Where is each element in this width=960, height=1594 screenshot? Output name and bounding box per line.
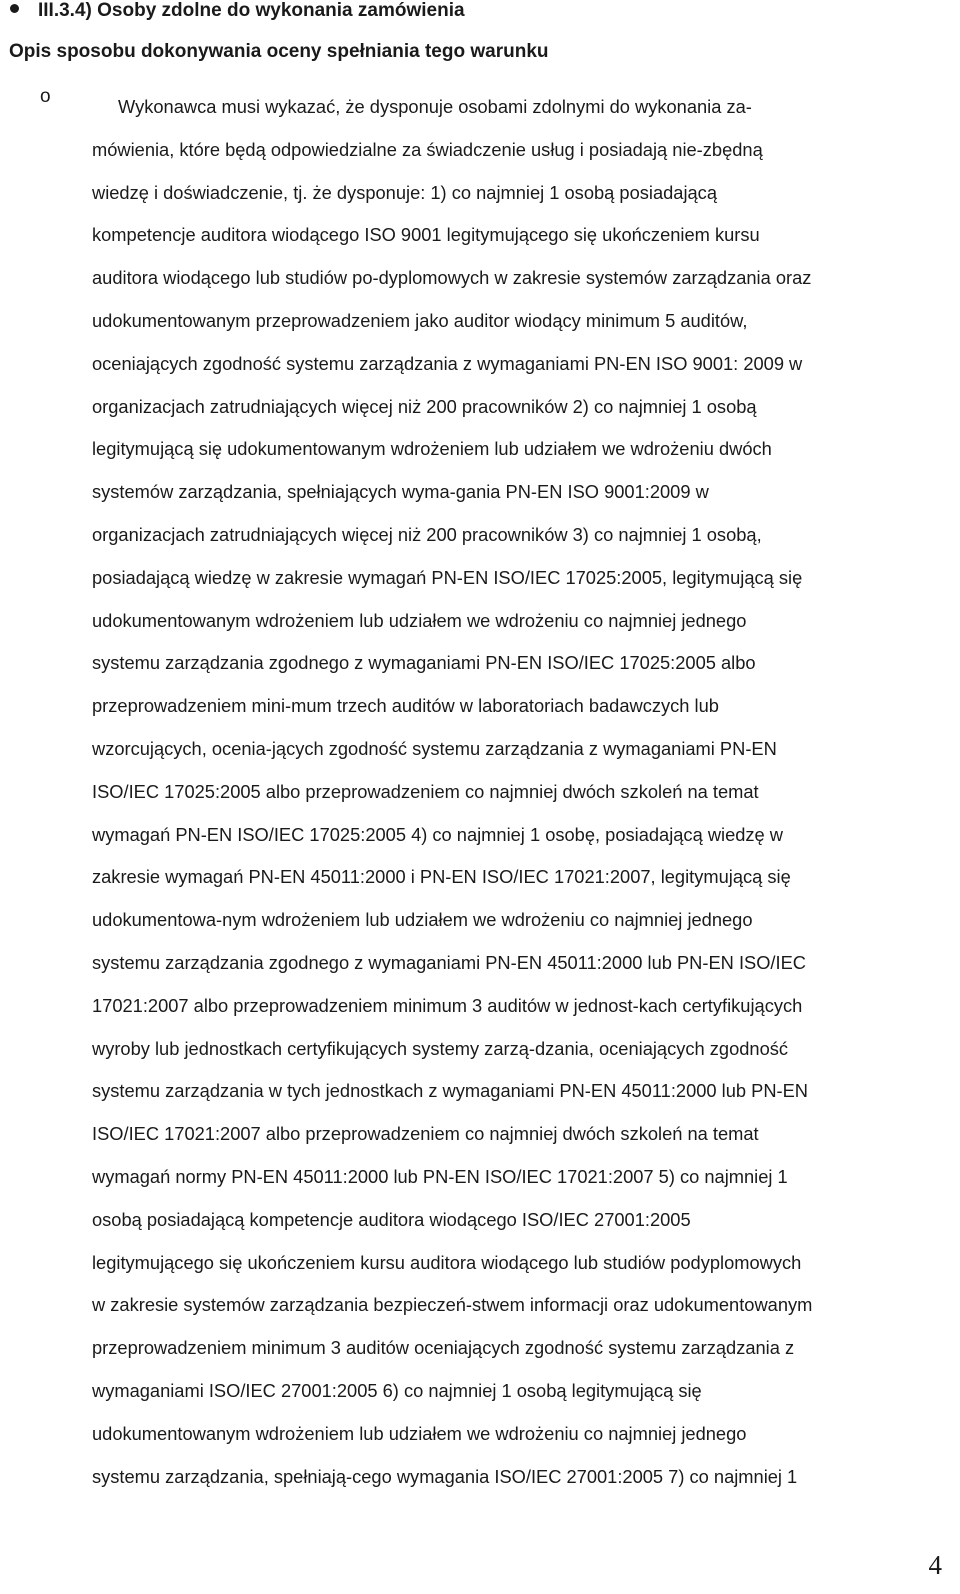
text-line: systemów zarządzania, spełniających wyma-gania PN-EN ISO 9001:2009 w [92, 481, 709, 503]
text-line: legitymującego się ukończeniem kursu auditora wiodącego lub studiów podyplomowych [92, 1251, 802, 1273]
text-line: zakresie wymagań PN-EN 45011:2000 i PN-EN ISO/IEC 17021:2007, legitymującą się [92, 866, 791, 888]
text-line: organizacjach zatrudniających więcej niż 200 pracowników 2) co najmniej 1 osobą [92, 395, 757, 417]
text-line: udokumentowanym wdrożeniem lub udziałem we wdrożeniu co najmniej jednego [92, 609, 747, 631]
text-line: wymagań PN-EN ISO/IEC 17025:2005 4) co najmniej 1 osobę, posiadającą wiedzę w [92, 823, 784, 845]
text-line: w zakresie systemów zarządzania bezpieczeń-stwem informacji oraz udokumentowanym [92, 1294, 813, 1316]
text-line: Wykonawca musi wykazać, że dysponuje osobami zdolnymi do wykonania za- [118, 96, 752, 117]
text-line: systemu zarządzania zgodnego z wymaganiami PN-EN 45011:2000 lub PN-EN ISO/IEC [92, 951, 806, 973]
text-line: wzorcujących, ocenia-jących zgodność systemu zarządzania z wymaganiami PN-EN [92, 737, 777, 759]
text-line: auditora wiodącego lub studiów po-dyplomowych w zakresie systemów zarządzania oraz [92, 267, 812, 289]
list-item-text [92, 86, 942, 1498]
text-line: 17021:2007 albo przeprowadzeniem minimum 3 auditów w jednost-kach certyfikujących [92, 994, 803, 1016]
page-number: 4 [928, 1550, 942, 1580]
list-marker: o [40, 86, 51, 107]
text-line: ISO/IEC 17021:2007 albo przeprowadzeniem co najmniej dwóch szkoleń na temat [92, 1123, 759, 1145]
text-line: mówienia, które będą odpowiedzialne za świadczenie usług i posiadają nie-zbędną [92, 138, 763, 160]
section-heading: III.3.4) Osoby zdolne do wykonania zamówienia [38, 0, 465, 21]
text-line: systemu zarządzania zgodnego z wymaganiami PN-EN ISO/IEC 17025:2005 albo [92, 652, 756, 674]
text-line: udokumentowanym wdrożeniem lub udziałem we wdrożeniu co najmniej jednego [92, 1422, 747, 1444]
text-line: legitymującą się udokumentowanym wdrożeniem lub udziałem we wdrożeniu dwóch [92, 438, 772, 460]
text-line: organizacjach zatrudniających więcej niż 200 pracowników 3) co najmniej 1 osobą, [92, 523, 762, 545]
section-subheading: Opis sposobu dokonywania oceny spełniania tego warunku [9, 41, 549, 62]
text-line: wyroby lub jednostkach certyfikujących systemy zarzą-dzania, oceniających zgodność [92, 1037, 789, 1059]
text-line: wymagań normy PN-EN 45011:2000 lub PN-EN ISO/IEC 17021:2007 5) co najmniej 1 [92, 1165, 788, 1187]
bullet-icon [10, 4, 19, 13]
text-line: oceniających zgodność systemu zarządzania z wymaganiami PN-EN ISO 9001: 2009 w [92, 352, 803, 374]
text-line: przeprowadzeniem minimum 3 auditów oceniających zgodność systemu zarządzania z [92, 1337, 795, 1359]
text-line: posiadającą wiedzę w zakresie wymagań PN-EN ISO/IEC 17025:2005, legitymującą się [92, 566, 803, 588]
text-line: osobą posiadającą kompetencje auditora wiodącego ISO/IEC 27001:2005 [92, 1208, 691, 1230]
text-line: ISO/IEC 17025:2005 albo przeprowadzeniem co najmniej dwóch szkoleń na temat [92, 780, 759, 802]
text-line: udokumentowa-nym wdrożeniem lub udziałem we wdrożeniu co najmniej jednego [92, 909, 753, 931]
text-line: wymaganiami ISO/IEC 27001:2005 6) co najmniej 1 osobą legitymującą się [92, 1379, 702, 1401]
text-line: kompetencje auditora wiodącego ISO 9001 legitymującego się ukończeniem kursu [92, 224, 760, 246]
text-line: systemu zarządzania, spełniają-cego wymagania ISO/IEC 27001:2005 7) co najmniej 1 [92, 1465, 798, 1487]
text-line: wiedzę i doświadczenie, tj. że dysponuje: 1) co najmniej 1 osobą posiadającą [92, 181, 717, 203]
text-line: systemu zarządzania w tych jednostkach z wymaganiami PN-EN 45011:2000 lub PN-EN [92, 1080, 809, 1102]
text-line: udokumentowanym przeprowadzeniem jako auditor wiodący minimum 5 auditów, [92, 309, 748, 331]
text-line: przeprowadzeniem mini-mum trzech auditów w laboratoriach badawczych lub [92, 695, 719, 717]
section-heading-row [0, 0, 465, 22]
